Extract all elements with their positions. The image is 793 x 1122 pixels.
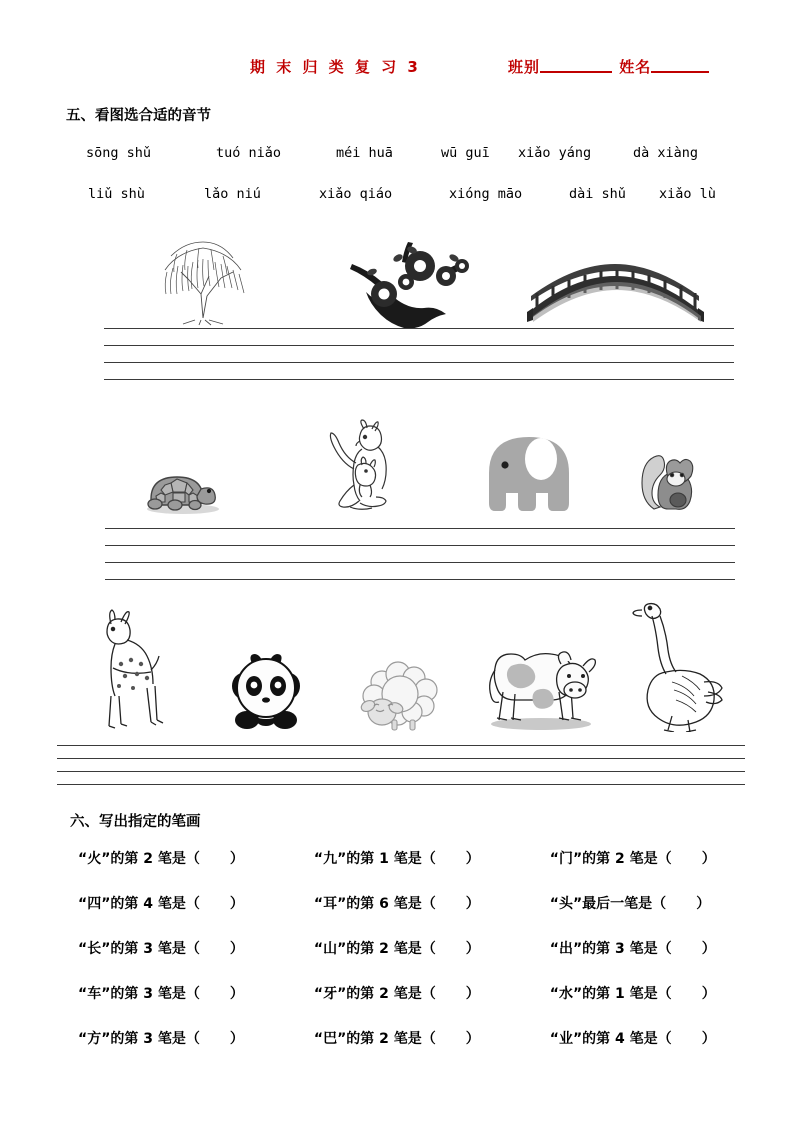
answer-lines-group-3 (57, 745, 745, 797)
answer-line[interactable] (57, 758, 745, 759)
header-fields (508, 56, 709, 77)
stroke-question[interactable] (78, 1028, 314, 1048)
stroke-question-text: “出”的第 3 笔是（ (549, 941, 672, 957)
pinyin-word[interactable]: xiǎo qiáo (319, 186, 393, 202)
pinyin-word[interactable]: xiǎo lù (659, 186, 716, 202)
stroke-question-text: “门”的第 2 笔是（ (549, 851, 672, 867)
willow-tree-picture (100, 228, 306, 328)
stroke-question-row-2 (78, 893, 748, 913)
pinyin-row-1 (70, 145, 750, 161)
answer-line[interactable] (104, 328, 734, 329)
answer-line[interactable] (57, 784, 745, 785)
plum-blossom-picture (306, 228, 512, 328)
document-header (0, 56, 793, 82)
close-paren: ） (229, 986, 244, 1002)
pinyin-word[interactable]: xióng māo (449, 186, 523, 202)
stroke-question-text: “方”的第 3 笔是（ (78, 1031, 200, 1047)
stroke-question-row-5 (78, 1028, 748, 1048)
answer-line[interactable] (57, 771, 745, 772)
pinyin-word[interactable]: dài shǔ (569, 186, 626, 202)
close-paren: ） (229, 1031, 244, 1047)
close-paren: ） (701, 941, 716, 957)
close-paren: ） (465, 896, 480, 912)
ostrich-picture (606, 592, 742, 732)
answer-line[interactable] (104, 362, 734, 363)
answer-line[interactable] (104, 379, 734, 380)
stroke-question[interactable] (78, 848, 314, 868)
answer-lines-group-2 (105, 528, 735, 596)
stroke-question[interactable] (78, 938, 314, 958)
sheep-picture (334, 592, 470, 732)
answer-line[interactable] (57, 745, 745, 746)
stroke-question-text: “长”的第 3 笔是（ (78, 941, 200, 957)
pinyin-word[interactable]: liǔ shù (88, 186, 145, 202)
stroke-question-text: “火”的第 2 笔是（ (78, 851, 200, 867)
close-paren: ） (465, 1031, 480, 1047)
panda-picture (198, 592, 334, 732)
answer-line[interactable] (105, 528, 735, 529)
close-paren: ） (701, 986, 716, 1002)
picture-row-1 (100, 228, 720, 328)
stroke-question[interactable] (314, 848, 550, 868)
stroke-question-text: “水”的第 1 笔是（ (549, 986, 672, 1002)
answer-line[interactable] (105, 562, 735, 563)
pinyin-word[interactable]: sōng shǔ (86, 145, 152, 161)
stroke-question[interactable] (314, 893, 550, 913)
answer-line[interactable] (105, 579, 735, 580)
close-paren: ） (701, 1031, 716, 1047)
answer-line[interactable] (104, 345, 734, 346)
class-label: 班别 (508, 58, 541, 76)
deer-picture (62, 592, 198, 732)
stroke-question[interactable] (550, 1028, 748, 1048)
pinyin-word[interactable]: wū guī (441, 145, 490, 161)
stroke-question-text: “头”最后一笔是（ (549, 896, 667, 912)
stroke-question-text: “耳”的第 6 笔是（ (313, 896, 436, 912)
close-paren: ） (229, 941, 244, 957)
stroke-question-row-1 (78, 848, 748, 868)
close-paren: ） (229, 896, 244, 912)
pinyin-word[interactable]: lǎo niú (204, 186, 261, 202)
stroke-question-text: “业”的第 4 笔是（ (549, 1031, 672, 1047)
turtle-picture (95, 415, 270, 515)
section-6-heading: 六、写出指定的笔画 (70, 814, 201, 830)
stroke-question-text: “车”的第 3 笔是（ (78, 986, 200, 1002)
stroke-question[interactable] (550, 893, 748, 913)
class-blank[interactable] (540, 57, 612, 73)
answer-lines-group-1 (104, 328, 734, 396)
close-paren: ） (465, 941, 480, 957)
stroke-question-row-3 (78, 938, 748, 958)
stroke-question-text: “巴”的第 2 笔是（ (313, 1031, 436, 1047)
pinyin-word[interactable]: méi huā (336, 145, 393, 161)
stroke-question[interactable] (78, 893, 314, 913)
name-label: 姓名 (619, 58, 652, 76)
elephant-picture (445, 415, 620, 515)
kangaroo-picture (270, 415, 445, 515)
page-title: 期 末 归 类 复 习 3 (250, 58, 421, 76)
stroke-question-text: “九”的第 1 笔是（ (313, 851, 436, 867)
stroke-question-text: “山”的第 2 笔是（ (313, 941, 436, 957)
picture-row-3 (62, 592, 742, 732)
pinyin-row-2 (70, 186, 750, 202)
stroke-question-text: “四”的第 4 笔是（ (78, 896, 200, 912)
pinyin-word[interactable]: dà xiàng (633, 145, 699, 161)
bridge-picture (512, 228, 718, 328)
squirrel-picture (620, 415, 720, 515)
close-paren: ） (229, 851, 244, 867)
stroke-question-row-4 (78, 983, 748, 1003)
stroke-question[interactable] (78, 983, 314, 1003)
pinyin-word[interactable]: tuó niǎo (216, 145, 282, 161)
stroke-question[interactable] (550, 848, 748, 868)
stroke-question[interactable] (550, 983, 748, 1003)
stroke-question[interactable] (314, 1028, 550, 1048)
name-blank[interactable] (651, 57, 709, 73)
pinyin-word[interactable]: xiǎo yáng (518, 145, 592, 161)
stroke-question[interactable] (550, 938, 748, 958)
close-paren: ） (465, 986, 480, 1002)
cow-picture (470, 592, 606, 732)
stroke-question[interactable] (314, 938, 550, 958)
stroke-question[interactable] (314, 983, 550, 1003)
picture-row-2 (95, 415, 720, 515)
stroke-question-text: “牙”的第 2 笔是（ (313, 986, 436, 1002)
close-paren: ） (696, 896, 711, 912)
close-paren: ） (701, 851, 716, 867)
section-5-heading: 五、看图选合适的音节 (66, 108, 211, 124)
answer-line[interactable] (105, 545, 735, 546)
close-paren: ） (465, 851, 480, 867)
